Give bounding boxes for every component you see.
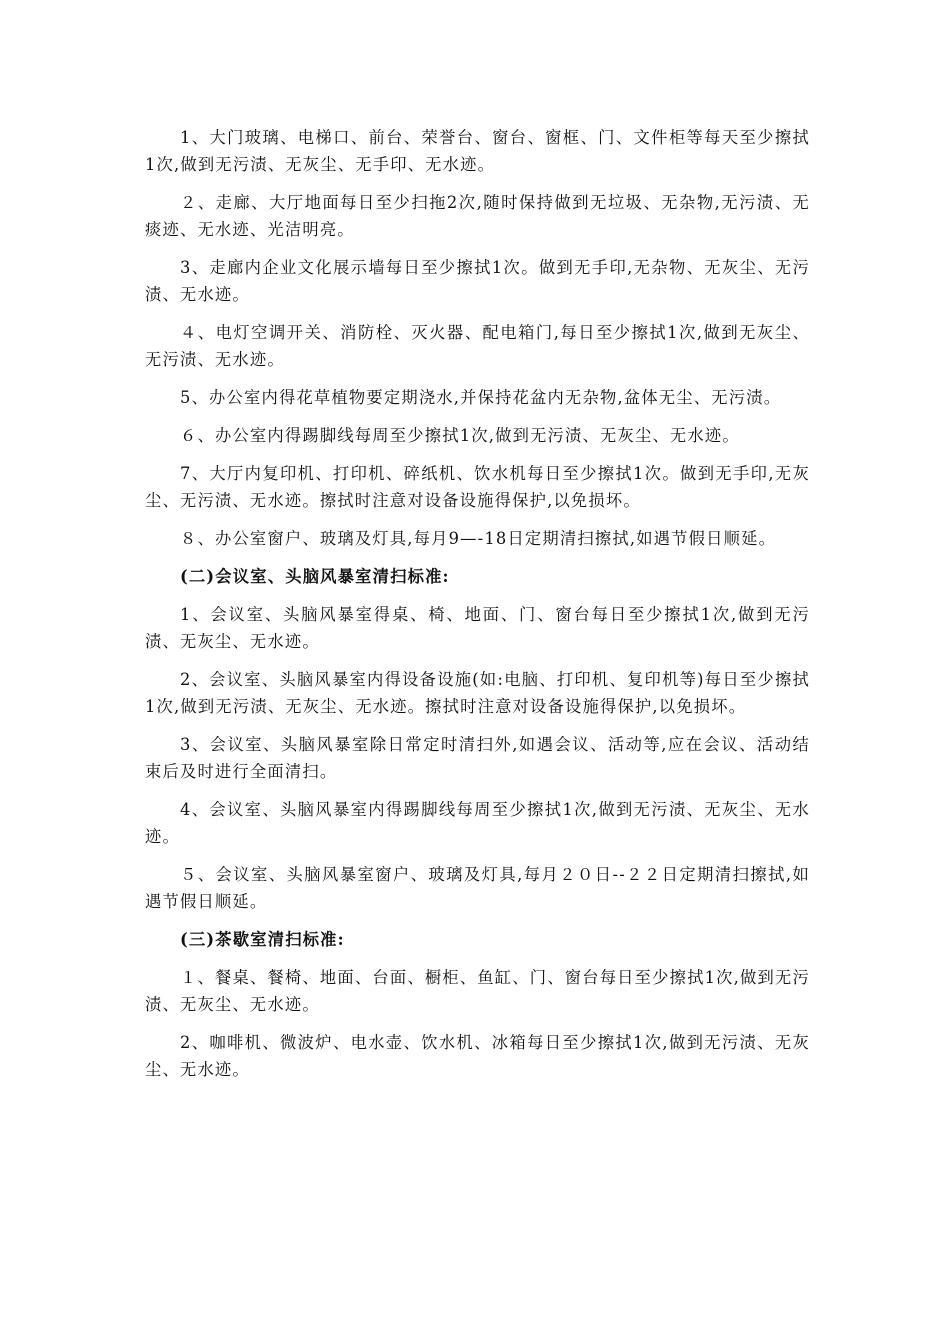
section2-item-4: 4、会议室、头脑风暴室内得踢脚线每周至少擦拭1次,做到无污渍、无灰尘、无水迹。 [145, 800, 810, 846]
section1-item-4: ４、电灯空调开关、消防栓、灭火器、配电箱门,每日至少擦拭1次,做到无灰尘、无污渍、无水迹。 [145, 323, 810, 369]
section2-heading: (二)会议室、头脑风暴室清扫标准: [180, 567, 450, 586]
section1-item-5: 5、办公室内得花草植物要定期浇水,并保持花盆内无杂物,盆体无尘、无污渍。 [180, 388, 782, 407]
section1-item-1: 1、大门玻璃、电梯口、前台、荣誉台、窗台、窗框、门、文件柜等每天至少擦拭1次,做到无污渍、无灰尘、无手印、无水迹。 [145, 128, 810, 174]
section2-item-1: 1、会议室、头脑风暴室得桌、椅、地面、门、窗台每日至少擦拭1次,做到无污渍、无灰尘、无水迹。 [145, 605, 810, 651]
section2-item-5: ５、会议室、头脑风暴室窗户、玻璃及灯具,每月２０日--２２日定期清扫擦拭,如遇节假日顺延。 [145, 865, 810, 911]
document-page [145, 124, 810, 1094]
section3-item-2: 2、咖啡机、微波炉、电水壶、饮水机、冰箱每日至少擦拭1次,做到无污渍、无灰尘、无水迹。 [145, 1033, 810, 1079]
section2-item-2: 2、会议室、头脑风暴室内得设备设施(如:电脑、打印机、复印机等)每日至少擦拭1次,做到无污渍、无灰尘、无水迹。擦拭时注意对设备设施得保护,以免损坏。 [145, 670, 810, 716]
section3-item-1: １、餐桌、餐椅、地面、台面、橱柜、鱼缸、门、窗台每日至少擦拭1次,做到无污渍、无灰尘、无水迹。 [145, 968, 810, 1014]
section2-item-3: 3、会议室、头脑风暴室除日常定时清扫外,如遇会议、活动等,应在会议、活动结束后及时进行全面清扫。 [145, 735, 810, 781]
section1-item-3: 3、走廊内企业文化展示墙每日至少擦拭1次。做到无手印,无杂物、无灰尘、无污渍、无水迹。 [145, 258, 810, 304]
section1-item-8: ８、办公室窗户、玻璃及灯具,每月9—-18日定期清扫擦拭,如遇节假日顺延。 [180, 529, 777, 548]
section1-item-7: 7、大厅内复印机、打印机、碎纸机、饮水机每日至少擦拭1次。做到无手印,无灰尘、无污渍、无水迹。擦拭时注意对设备设施得保护,以免损坏。 [145, 464, 810, 510]
section3-heading: (三)茶歇室清扫标准: [180, 930, 345, 949]
section1-item-2: ２、走廊、大厅地面每日至少扫拖2次,随时保持做到无垃圾、无杂物,无污渍、无痰迹、无水迹、光洁明亮。 [145, 193, 810, 239]
section1-item-6: ６、办公室内得踢脚线每周至少擦拭1次,做到无污渍、无灰尘、无水迹。 [180, 426, 740, 445]
